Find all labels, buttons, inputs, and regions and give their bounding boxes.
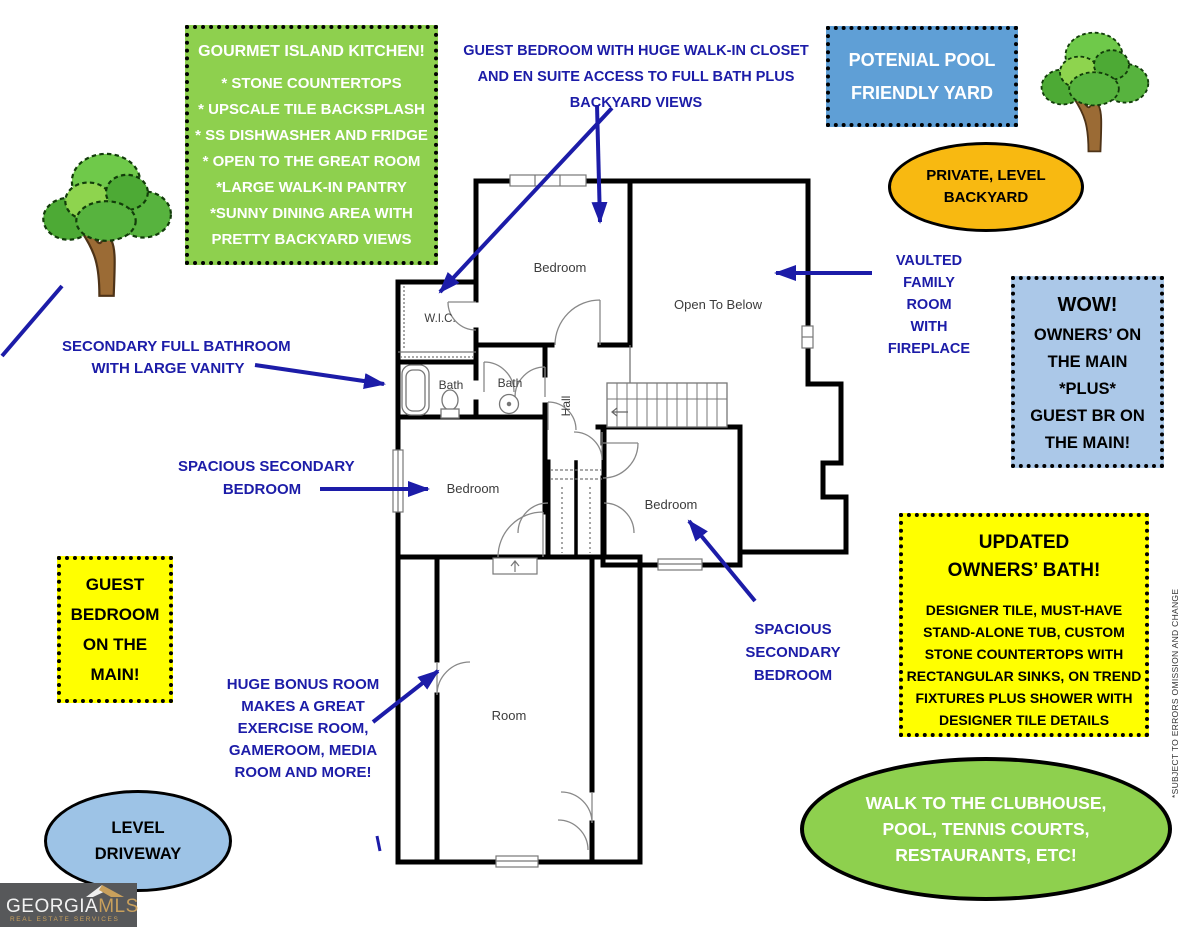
driveway-ellipse: LEVEL DRIVEWAY <box>44 790 232 892</box>
room-label-hall: Hall <box>559 395 573 417</box>
tree-icon-right <box>1042 33 1149 152</box>
kitchen-item: * STONE COUNTERTOPS <box>221 75 402 92</box>
logo-text-georgia: GEORGIA <box>6 896 99 917</box>
kitchen-title: GOURMET ISLAND KITCHEN! <box>198 43 425 60</box>
guest-bedroom-note: GUEST BEDROOM WITH HUGE WALK-IN CLOSET AND EN SUITE ACCESS TO FULL BATH PLUS BACKYARD VIEWS <box>463 43 809 111</box>
kitchen-item: * SS DISHWASHER AND FRIDGE <box>195 127 428 144</box>
room-label-bedroom-right: Bedroom <box>644 497 698 512</box>
room-label-wic: W.I.C. <box>424 313 456 325</box>
pool-callout-box: POTENIAL POOL FRIENDLY YARD <box>826 26 1018 127</box>
kitchen-item: * OPEN TO THE GREAT ROOM <box>202 153 421 170</box>
diagonal-line-left-edge <box>2 286 62 356</box>
guest-bedroom-main-callout: GUEST BEDROOM ON THE MAIN! <box>57 556 173 703</box>
toilet <box>442 390 458 410</box>
floor-plan-walls <box>398 181 846 862</box>
room-label-bonus: Room <box>491 708 527 723</box>
disclaimer-text: *SUBJECT TO ERRORS OMISSION AND CHANGE <box>1170 588 1180 798</box>
stairs <box>607 383 727 427</box>
room-label-bath-left: Bath <box>438 378 464 392</box>
room-label-bedroom-mid: Bedroom <box>446 481 500 496</box>
owners-bath-callout: UPDATED OWNERS’ BATH! DESIGNER TILE, MUST-HAVE STAND-ALONE TUB, CUSTOM STONE COUNTERTOPS WITH RECTANGULAR SINKS, ON TREND FIXTURES PLUS SHOWER WITH DESIGNER TILE DETAILS <box>899 513 1149 737</box>
arrow-to-bathroom <box>255 365 384 384</box>
tree-icon-left <box>43 154 171 296</box>
secondary-bedroom-left-note: SPACIOUS SECONDARY BEDROOM <box>178 458 355 498</box>
room-label-bath-right: Bath <box>497 376 523 390</box>
vaulted-family-room-note: VAULTED FAMILY ROOM WITH FIREPLACE <box>887 253 971 357</box>
wow-title: WOW! <box>1057 294 1118 316</box>
room-label-open-to-below: Open To Below <box>674 297 762 312</box>
secondary-bedroom-right-note: SPACIOUS SECONDARY BEDROOM <box>745 621 841 684</box>
logo-text-mls: MLS <box>98 896 139 917</box>
secondary-bathroom-note: SECONDARY FULL BATHROOM WITH LARGE VANITY <box>62 338 291 377</box>
bonus-room-vent <box>493 558 537 574</box>
clubhouse-ellipse: WALK TO THE CLUBHOUSE, POOL, TENNIS COURTS, RESTAURANTS, ETC! <box>800 757 1172 901</box>
bonus-room-note: HUGE BONUS ROOM MAKES A GREAT EXERCISE ROOM, GAMEROOM, MEDIA ROOM AND MORE! <box>226 676 380 781</box>
kitchen-item: *SUNNY DINING AREA WITH <box>210 205 413 222</box>
kitchen-callout-box <box>185 25 438 265</box>
wow-callout-box: WOW! OWNERS’ ON THE MAIN *PLUS* GUEST BR ON THE MAIN! <box>1011 276 1164 468</box>
room-label-bedroom-top: Bedroom <box>533 260 587 275</box>
logo-tagline: REAL ESTATE SERVICES <box>10 916 120 923</box>
georgia-mls-logo <box>0 883 137 927</box>
kitchen-item: PRETTY BACKYARD VIEWS <box>211 231 412 248</box>
kitchen-item: *LARGE WALK-IN PANTRY <box>216 179 407 196</box>
backyard-ellipse: PRIVATE, LEVEL BACKYARD <box>888 142 1084 232</box>
kitchen-item: * UPSCALE TILE BACKSPLASH <box>198 101 425 118</box>
stray-mark <box>377 836 380 851</box>
